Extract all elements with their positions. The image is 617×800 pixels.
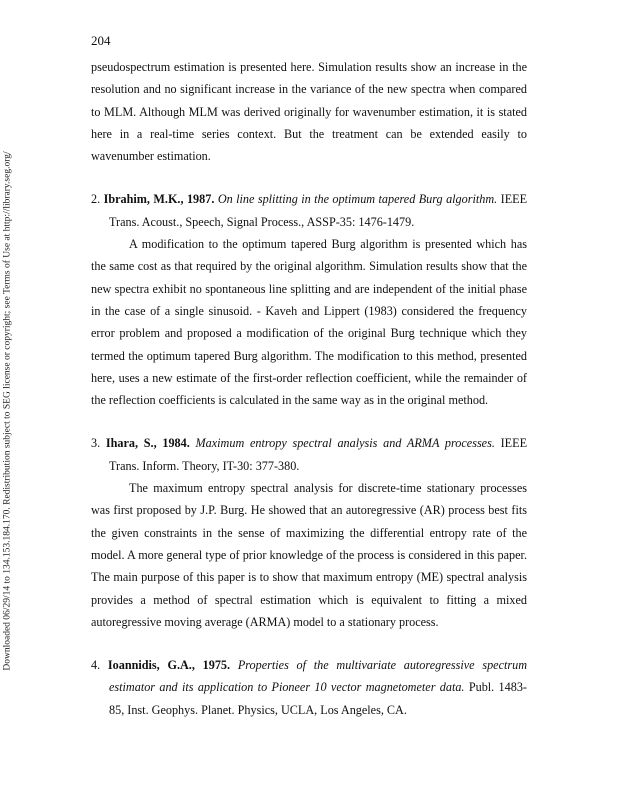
entry-number: 4. — [91, 658, 101, 673]
entry-author: Ibrahim, M.K., 1987. — [103, 192, 215, 207]
entry-abstract: The maximum entropy spectral analysis for discrete-time stationary processes was first proposed by J.P. Burg. He showed that an autoregressive (AR) process best fits the given constraints in the sense of maximizing the differential entropy rate of the model. A more general type of prior knowledge of the process is considered in this paper. The main purpose of this paper is to show that maximum entropy (ME) spectral analysis provides a method of spectral estimation which is equivalent to fitting a mixed autoregressive moving average (ARMA) model to a stationary process. — [91, 481, 527, 629]
entry-author: Ioannidis, G.A., 1975. — [107, 658, 231, 673]
download-notice — [0, 128, 16, 694]
entry-source: Publ. 1483-85, Inst. Geophys. Planet. Physics, UCLA, Los Angeles, CA. — [109, 680, 527, 717]
citation — [91, 432, 527, 477]
entry-title: Properties of the multivariate autoregressive spectrum estimator and its application to Pioneer 10 vector magnetometer data. — [109, 658, 528, 695]
download-notice-text: Downloaded 06/29/14 to 134.153.184.170. Redistribution subject to SEG license or copyright; see Terms of Use at http://library.seg.org/ — [3, 151, 13, 671]
citation — [91, 654, 527, 721]
entry-number: 3. — [91, 436, 101, 451]
intro-paragraph: pseudospectrum estimation is presented here. Simulation results show an increase in the resolution and no significant increase in the variance of the new spectra when compared to MLM. Although MLM was derived originally for wavenumber estimation, it is stated here in a real-time series context. But the treatment can be extended easily to wavenumber estimation. — [91, 60, 527, 164]
entry-abstract: A modification to the optimum tapered Burg algorithm is presented which has the same cost as that required by the original algorithm. Simulation results show that the new spectra exhibit no spontaneous line splitting and are independent of the initial phase in the case of a single sinusoid. - Kaveh and Lippert (1983) considered the frequency error problem and proposed a modification of the original Burg technique which they termed the optimum tapered Burg algorithm. The modification to this method, presented here, uses a new estimate of the first-order reflection coefficient, while the remainder of the reflection coefficients is calculated in the same way as in the original method. — [91, 237, 527, 408]
entry-number: 2. — [91, 192, 101, 207]
reference-entry-2 — [91, 188, 527, 411]
reference-entry-3 — [91, 432, 527, 633]
reference-entry-4 — [91, 654, 527, 721]
page-content — [91, 56, 527, 721]
entry-source: IEEE Trans. Inform. Theory, IT-30: 377-380. — [109, 436, 528, 473]
citation — [91, 188, 527, 233]
page-number: 204 — [91, 33, 111, 48]
entry-title: On line splitting in the optimum tapered Burg algorithm. — [217, 192, 498, 207]
entry-title: Maximum entropy spectral analysis and ARMA processes. — [195, 436, 495, 451]
entry-author: Ihara, S., 1984. — [105, 436, 190, 451]
entry-source: IEEE Trans. Acoust., Speech, Signal Process., ASSP-35: 1476-1479. — [109, 192, 528, 229]
